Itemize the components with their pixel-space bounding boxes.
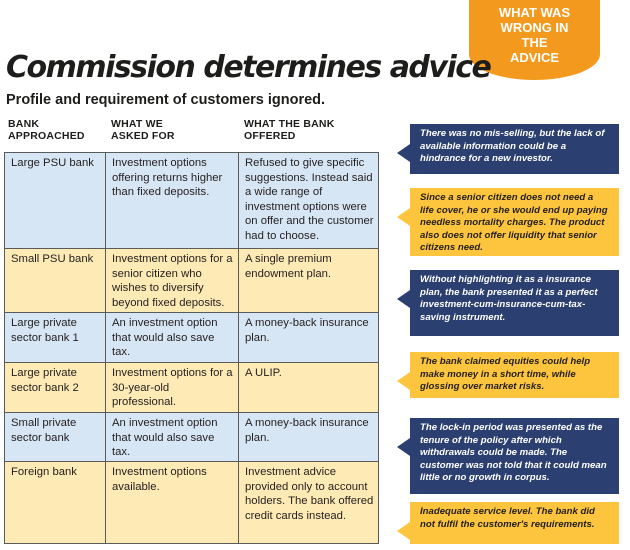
column-header-asked [111, 118, 231, 142]
table-row [5, 462, 379, 544]
column-header-line: WHAT THE BANK [244, 118, 335, 130]
table-row [5, 413, 379, 462]
callout-small-psu: Since a senior citizen does not need a life cover, he or she would end up paying needless mortality charges. The product also does not offer liquidity that senior citizens need. [410, 188, 619, 256]
cell-bank: Foreign bank [5, 462, 106, 544]
callout-large-private-2: The bank claimed equities could help make money in a short time, while glossing over market risks. [410, 352, 619, 398]
cell-offered: Refused to give specific suggestions. Instead said a wide range of investment options were on offer and the customer had to choose. [239, 153, 379, 249]
cell-offered: A money-back insurance plan. [239, 413, 379, 462]
cell-bank: Large private sector bank 1 [5, 313, 106, 363]
callout-large-psu: There was no mis-selling, but the lack of available information could be a hindrance for a new investor. [410, 124, 619, 174]
advice-table [4, 152, 379, 544]
badge-line: ADVICE [509, 50, 560, 65]
cell-bank: Small PSU bank [5, 249, 106, 313]
cell-bank: Small private sector bank [5, 413, 106, 462]
callout-large-private-1: Without highlighting it as a insurance plan, the bank presented it as a perfect investment-cum-insurance-cum-tax-saving instrument. [410, 270, 619, 336]
cell-asked: Investment options available. [106, 462, 239, 544]
column-header-offered [244, 118, 374, 142]
table-row [5, 363, 379, 413]
cell-asked: Investment options for a senior citizen who wishes to diversify beyond fixed deposits. [106, 249, 239, 313]
table-row [5, 249, 379, 313]
table-header [0, 118, 380, 150]
badge-line: WRONG IN [500, 20, 569, 35]
column-header-line: ASKED FOR [111, 130, 175, 142]
table-row [5, 313, 379, 363]
callout-foreign-bank: Inadequate service level. The bank did not fulfil the customer's requirements. [410, 502, 619, 544]
cell-bank: Large private sector bank 2 [5, 363, 106, 413]
badge-line: WHAT WAS [498, 5, 571, 20]
cell-asked: Investment options for a 30-year-old professional. [106, 363, 239, 413]
column-header-line: APPROACHED [8, 130, 85, 142]
cell-asked: An investment option that would also save tax. [106, 413, 239, 462]
column-header-line: OFFERED [244, 130, 296, 142]
cell-offered: A money-back insurance plan. [239, 313, 379, 363]
badge-line: THE [521, 35, 548, 50]
cell-bank: Large PSU bank [5, 153, 106, 249]
cell-asked: An investment option that would also save tax. [106, 313, 239, 363]
column-header-bank [8, 118, 98, 142]
page-subtitle: Profile and requirement of customers ignored. [6, 92, 326, 108]
page-title: Commission determines advice [6, 50, 491, 85]
callout-small-private: The lock-in period was presented as the tenure of the policy after which withdrawals could be made. The customer was not told that it could mean little or no growth in corpus. [410, 418, 619, 494]
column-header-line: BANK [8, 118, 40, 130]
cell-offered: Investment advice provided only to account holders. The bank offered credit cards instead. [239, 462, 379, 544]
table-row [5, 153, 379, 249]
cell-offered: A single premium endowment plan. [239, 249, 379, 313]
cell-asked: Investment options offering returns higher than fixed deposits. [106, 153, 239, 249]
cell-offered: A ULIP. [239, 363, 379, 413]
column-header-line: WHAT WE [111, 118, 163, 130]
